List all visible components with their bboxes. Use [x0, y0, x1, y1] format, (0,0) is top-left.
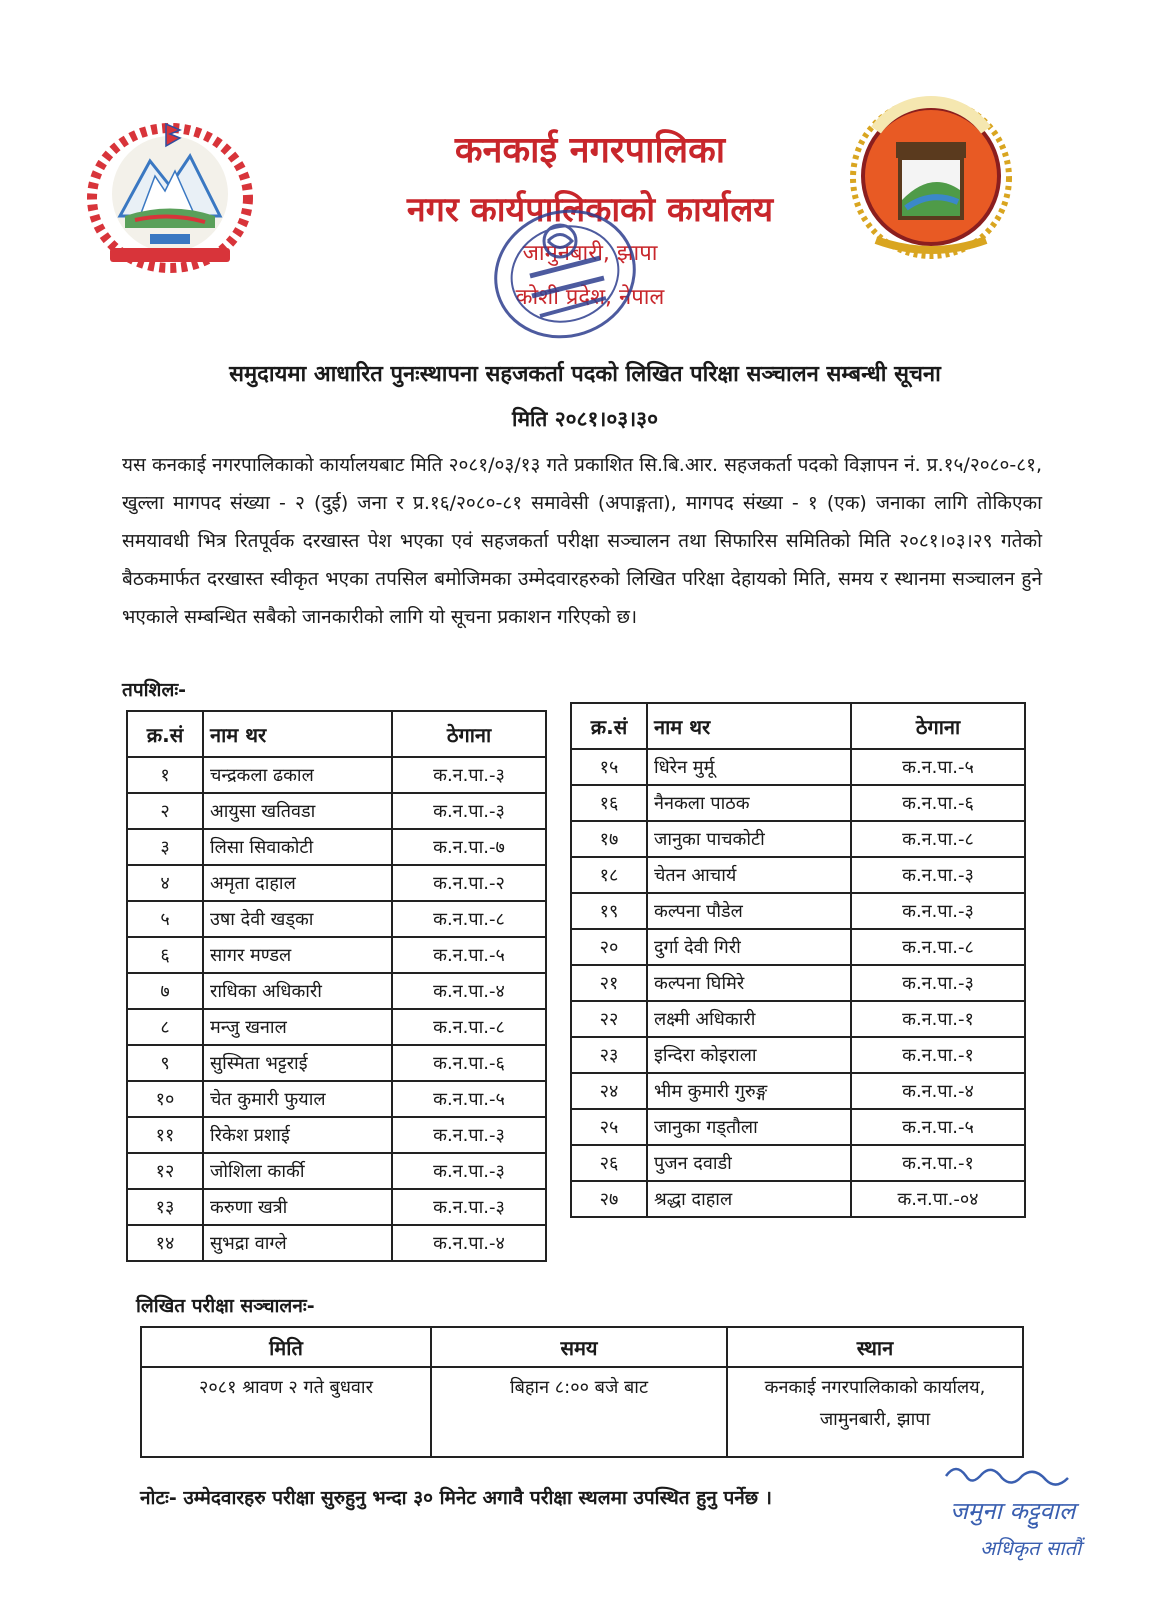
table-row — [127, 793, 546, 829]
cell-name: नैनकला पाठक — [647, 785, 851, 821]
cell-name: कल्पना घिमिरे — [647, 965, 851, 1001]
cell-address: क.न.पा.-३ — [392, 793, 546, 829]
exam-schedule-table — [140, 1326, 1024, 1458]
column-header-date: मिति — [141, 1327, 431, 1367]
cell-name: दुर्गा देवी गिरी — [647, 929, 851, 965]
table-row — [127, 1117, 546, 1153]
cell-address: क.न.पा.-७ — [392, 829, 546, 865]
cell-sn: ३ — [127, 829, 203, 865]
column-header-name: नाम थर — [203, 711, 392, 757]
exam-date: २०८१ श्रावण २ गते बुधवार — [141, 1367, 431, 1457]
cell-name: जोशिला कार्की — [203, 1153, 392, 1189]
cell-name: उषा देवी खड्का — [203, 901, 392, 937]
cell-name: लिसा सिवाकोटी — [203, 829, 392, 865]
cell-name: पुजन दवाडी — [647, 1145, 851, 1181]
cell-address: क.न.पा.-५ — [392, 937, 546, 973]
table-row — [571, 857, 1025, 893]
cell-name: चेत कुमारी फुयाल — [203, 1081, 392, 1117]
org-name: कनकाई नगरपालिका — [454, 130, 726, 171]
cell-name: जानुका पाचकोटी — [647, 821, 851, 857]
exam-venue-line1: कनकाई नगरपालिकाको कार्यालय, — [764, 1377, 986, 1398]
table-row — [571, 1109, 1025, 1145]
cell-name: सुस्मिता भट्टराई — [203, 1045, 392, 1081]
cell-address: क.न.पा.-३ — [392, 1153, 546, 1189]
cell-name: श्रद्धा दाहाल — [647, 1181, 851, 1217]
cell-sn: १३ — [127, 1189, 203, 1225]
candidate-table-left-body — [127, 757, 546, 1261]
table-row — [141, 1367, 1023, 1457]
cell-address: क.न.पा.-१ — [851, 1001, 1025, 1037]
cell-name: राधिका अधिकारी — [203, 973, 392, 1009]
table-row — [127, 973, 546, 1009]
table-row — [127, 1225, 546, 1261]
cell-address: क.न.पा.-३ — [851, 893, 1025, 929]
cell-name: अमृता दाहाल — [203, 865, 392, 901]
cell-sn: २४ — [571, 1073, 647, 1109]
exam-time: बिहान ८:०० बजे बाट — [431, 1367, 727, 1457]
cell-address: क.न.पा.-८ — [392, 1009, 546, 1045]
notice-date: मिति २०८१।०३।३० — [512, 407, 658, 431]
table-row — [127, 865, 546, 901]
cell-sn: ८ — [127, 1009, 203, 1045]
exam-venue-line2: जामुनबारी, झापा — [819, 1409, 931, 1430]
table-row — [127, 901, 546, 937]
cell-sn: २५ — [571, 1109, 647, 1145]
column-header-address: ठेगाना — [392, 711, 546, 757]
table-row — [571, 1073, 1025, 1109]
cell-address: क.न.पा.-३ — [851, 857, 1025, 893]
cell-address: क.न.पा.-८ — [851, 929, 1025, 965]
notice-body: यस कनकाई नगरपालिकाको कार्यालयबाट मिति २०८१/०३/१३ गते प्रकाशित सि.बि.आर. सहजकर्ता पदको विज्ञापन नं. प्र.१५/२०८०-८१, खुल्ला मागपद संख्या - २ (दुई) जना र प्र.१६/२०८०-८१ समावेसी (अपाङ्गता), मागपद संख्या - १ (एक) जनाका लागि तोकिएका समयावधी भित्र रितपूर्वक दरखास्त पेश भएका एवं सहजकर्ता परीक्षा सञ्चालन तथा सिफारिस समितिको मिति २०८१।०३।२९ गतेको बैठकमार्फत दरखास्त स्वीकृत भएका तपसिल बमोजिमका उम्मेदवारहरुको लिखित परिक्षा देहायको मिति, समय र स्थानमा सञ्चालन हुने भएकाले सम्बन्धित सबैको जानकारीको लागि यो सूचना प्रकाशन गरिएको छ। — [122, 454, 1042, 628]
cell-sn: १५ — [571, 749, 647, 785]
cell-address: क.न.पा.-५ — [851, 1109, 1025, 1145]
org-address-line2: कोशी प्रदेश, नेपाल — [515, 285, 665, 310]
cell-sn: १ — [127, 757, 203, 793]
cell-address: क.न.पा.-०४ — [851, 1181, 1025, 1217]
cell-name: धिरेन मुर्मू — [647, 749, 851, 785]
table-row — [127, 1081, 546, 1117]
municipality-logo-icon — [846, 90, 1016, 265]
cell-name: मन्जु खनाल — [203, 1009, 392, 1045]
cell-address: क.न.पा.-१ — [851, 1145, 1025, 1181]
table-row — [571, 1145, 1025, 1181]
cell-name: इन्दिरा कोइराला — [647, 1037, 851, 1073]
cell-address: क.न.पा.-४ — [851, 1073, 1025, 1109]
table-row — [571, 929, 1025, 965]
table-row — [127, 1153, 546, 1189]
cell-name: सागर मण्डल — [203, 937, 392, 973]
cell-address: क.न.पा.-२ — [392, 865, 546, 901]
cell-sn: ९ — [127, 1045, 203, 1081]
exam-venue — [727, 1367, 1023, 1457]
cell-name: भीम कुमारी गुरुङ्ग — [647, 1073, 851, 1109]
cell-name: चेतन आचार्य — [647, 857, 851, 893]
table-row — [127, 1189, 546, 1225]
cell-name: चन्द्रकला ढकाल — [203, 757, 392, 793]
candidate-table-right — [570, 702, 1026, 1218]
cell-sn: २७ — [571, 1181, 647, 1217]
table-row — [127, 829, 546, 865]
cell-address: क.न.पा.-८ — [851, 821, 1025, 857]
signatory-name: जमुना कट्टुवाल — [950, 1497, 1076, 1525]
table-row — [571, 893, 1025, 929]
cell-sn: १७ — [571, 821, 647, 857]
cell-address: क.न.पा.-५ — [392, 1081, 546, 1117]
cell-address: क.न.पा.-८ — [392, 901, 546, 937]
cell-sn: २१ — [571, 965, 647, 1001]
table-row — [571, 1001, 1025, 1037]
candidate-table-right-body — [571, 749, 1025, 1217]
cell-sn: ७ — [127, 973, 203, 1009]
cell-sn: १८ — [571, 857, 647, 893]
column-header-venue: स्थान — [727, 1327, 1023, 1367]
cell-address: क.न.पा.-३ — [392, 1189, 546, 1225]
column-header-address: ठेगाना — [851, 703, 1025, 749]
cell-sn: २ — [127, 793, 203, 829]
cell-name: रिकेश प्रशाई — [203, 1117, 392, 1153]
cell-address: क.न.पा.-६ — [392, 1045, 546, 1081]
cell-sn: १० — [127, 1081, 203, 1117]
column-header-sn: क्र.सं — [571, 703, 647, 749]
table-row — [571, 1037, 1025, 1073]
cell-name: आयुसा खतिवडा — [203, 793, 392, 829]
table-header-row — [571, 703, 1025, 749]
notice-title: समुदायमा आधारित पुनःस्थापना सहजकर्ता पदको लिखित परिक्षा सञ्चालन सम्बन्धी सूचना — [229, 362, 941, 387]
table-header-row — [127, 711, 546, 757]
cell-sn: १२ — [127, 1153, 203, 1189]
table-row — [571, 1181, 1025, 1217]
cell-sn: २० — [571, 929, 647, 965]
table-row — [127, 1045, 546, 1081]
table-row — [571, 821, 1025, 857]
candidate-table-left — [126, 710, 547, 1262]
org-address-line1: जामुनबारी, झापा — [522, 241, 658, 266]
cell-address: क.न.पा.-३ — [392, 757, 546, 793]
cell-address: क.न.पा.-४ — [392, 973, 546, 1009]
column-header-name: नाम थर — [647, 703, 851, 749]
table-row — [127, 1009, 546, 1045]
cell-name: लक्ष्मी अधिकारी — [647, 1001, 851, 1037]
cell-name: कल्पना पौडेल — [647, 893, 851, 929]
table-header-row — [141, 1327, 1023, 1367]
cell-sn: ११ — [127, 1117, 203, 1153]
cell-name: सुभद्रा वाग्ले — [203, 1225, 392, 1261]
note-text: नोटः- उम्मेदवारहरु परीक्षा सुरुहुनु भन्दा ३० मिनेट अगावै परीक्षा स्थलमा उपस्थित हुनु पर्नेछ । — [140, 1487, 772, 1509]
cell-sn: १४ — [127, 1225, 203, 1261]
cell-sn: १६ — [571, 785, 647, 821]
table-row — [571, 749, 1025, 785]
cell-sn: ५ — [127, 901, 203, 937]
cell-address: क.न.पा.-३ — [851, 965, 1025, 1001]
column-header-time: समय — [431, 1327, 727, 1367]
cell-address: क.न.पा.-१ — [851, 1037, 1025, 1073]
cell-sn: १९ — [571, 893, 647, 929]
org-office: नगर कार्यपालिकाको कार्यालय — [406, 190, 774, 230]
signatory-designation: अधिकृत सातौं — [980, 1536, 1082, 1560]
cell-sn: २६ — [571, 1145, 647, 1181]
column-header-sn: क्र.सं — [127, 711, 203, 757]
cell-sn: २३ — [571, 1037, 647, 1073]
cell-address: क.न.पा.-६ — [851, 785, 1025, 821]
cell-name: जानुका गड्तौला — [647, 1109, 851, 1145]
exam-heading: लिखित परीक्षा सञ्चालनः- — [136, 1295, 315, 1317]
details-heading: तपशिलः- — [122, 679, 187, 701]
cell-sn: ४ — [127, 865, 203, 901]
table-row — [127, 757, 546, 793]
cell-address: क.न.पा.-३ — [392, 1117, 546, 1153]
nepal-emblem-icon — [80, 116, 260, 276]
cell-address: क.न.पा.-४ — [392, 1225, 546, 1261]
cell-sn: २२ — [571, 1001, 647, 1037]
cell-name: करुणा खत्री — [203, 1189, 392, 1225]
cell-sn: ६ — [127, 937, 203, 973]
office-stamp-icon — [470, 196, 650, 356]
table-row — [127, 937, 546, 973]
table-row — [571, 965, 1025, 1001]
cell-address: क.न.पा.-५ — [851, 749, 1025, 785]
table-row — [571, 785, 1025, 821]
